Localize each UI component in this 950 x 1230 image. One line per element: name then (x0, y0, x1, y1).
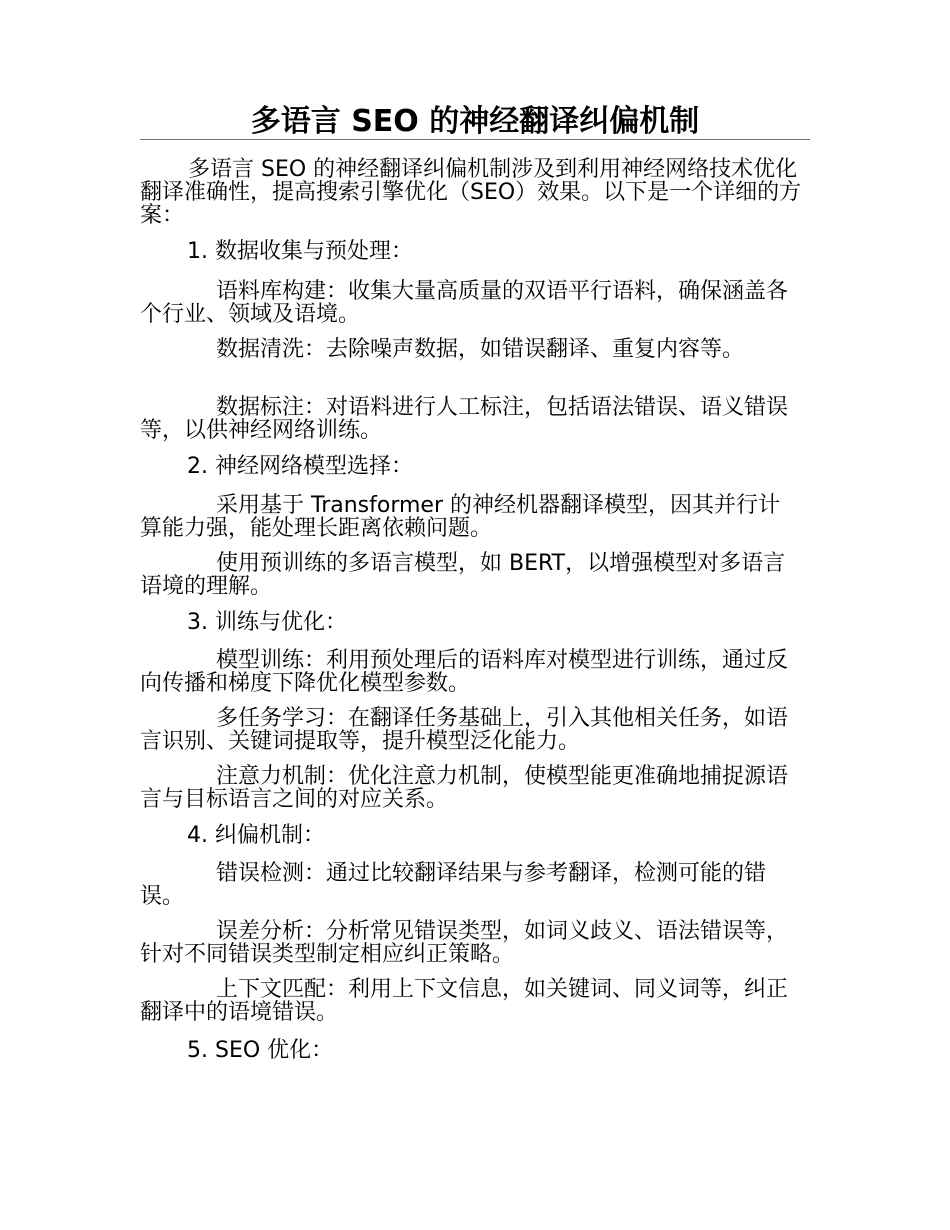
section-heading-3: 3. 训练与优化： (187, 610, 347, 635)
section-heading-2: 2. 神经网络模型选择： (187, 454, 413, 479)
section-heading-4: 4. 纠偏机制： (187, 823, 325, 848)
section-1-paragraph-2: 数据清洗：去除噪声数据，如错误翻译、重复内容等。 (216, 337, 745, 362)
section-heading-5: 5. SEO 优化： (187, 1038, 334, 1063)
title-underline (140, 139, 810, 140)
section-4-paragraph-1: 错误检测：通过比较翻译结果与参考翻译，检测可能的错误。 (140, 861, 767, 909)
section-1-paragraph-1: 语料库构建：收集大量高质量的双语平行语料，确保涵盖各个行业、领域及语境。 (140, 279, 789, 327)
section-3-paragraph-3: 注意力机制：优化注意力机制，使模型能更准确地捕捉源语言与目标语言之间的对应关系。 (140, 764, 789, 812)
section-2-paragraph-1: 采用基于 Transformer 的神经机器翻译模型，因其并行计算能力强，能处理长距离依赖问题。 (140, 493, 780, 541)
intro-paragraph: 多语言 SEO 的神经翻译纠偏机制涉及到利用神经网络技术优化翻译准确性，提高搜索引擎优化（SEO）效果。以下是一个详细的方案： (140, 157, 802, 228)
document-title: 多语言 SEO 的神经翻译纠偏机制 (250, 104, 700, 139)
section-4-paragraph-3: 上下文匹配：利用上下文信息，如关键词、同义词等，纠正翻译中的语境错误。 (140, 977, 789, 1025)
section-1-paragraph-3: 数据标注：对语料进行人工标注，包括语法错误、语义错误等，以供神经网络训练。 (140, 395, 789, 443)
section-3-paragraph-1: 模型训练：利用预处理后的语料库对模型进行训练，通过反向传播和梯度下降优化模型参数。 (140, 648, 789, 696)
section-4-paragraph-2: 误差分析：分析常见错误类型，如词义歧义、语法错误等，针对不同错误类型制定相应纠正策略。 (140, 919, 789, 967)
section-3-paragraph-2: 多任务学习：在翻译任务基础上，引入其他相关任务，如语言识别、关键词提取等，提升模型泛化能力。 (140, 706, 789, 754)
section-2-paragraph-2: 使用预训练的多语言模型，如 BERT，以增强模型对多语言语境的理解。 (140, 551, 786, 599)
section-heading-1: 1. 数据收集与预处理： (187, 239, 413, 264)
